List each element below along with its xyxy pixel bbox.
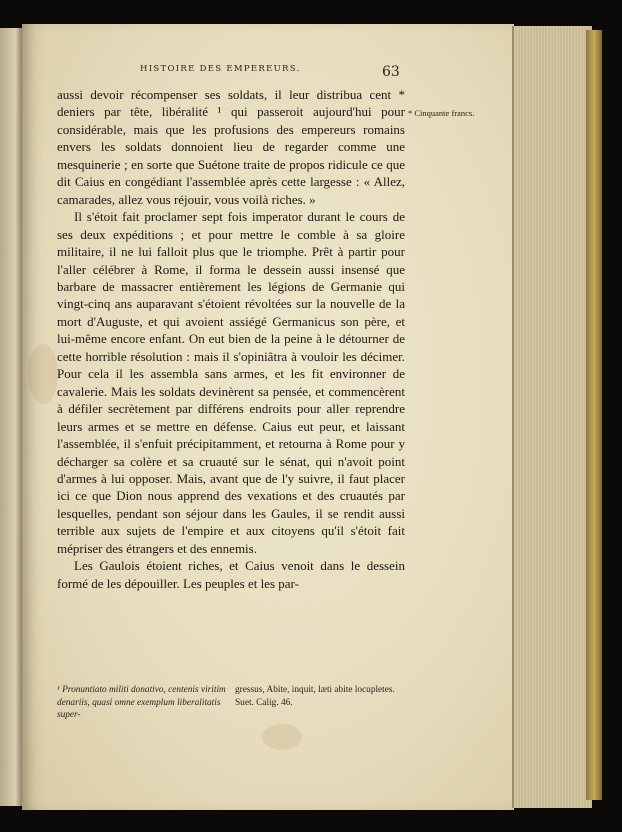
footnote-left: ¹ Pronuntiato militi donativo, centenis viritim denariis, quasi omne exemplum liberalitatis super-	[57, 685, 226, 721]
paragraph: Il s'étoit fait proclamer sept fois imperator durant le cours de ses deux expéditions ; et pour mettre le comble à sa gloire militaire, il ne lui falloit plus que le triomphe. Prêt à partir pour l'aller célébrer à Rome, il forma le dessein aussi insensé que barbare de massacrer entièrement les légions de Germanie qui vingt-cinq ans auparavant s'étoient révoltées sur la nouvelle de la mort d'Auguste, et qui avoient assiégé Germanicus son père, et lui-même encore enfant. On eut bien de la peine à le détourner de cette horrible résolution : mais il s'opiniâtra à vouloir les décimer. Pour cela il les assembla sans armes, et les fit environner de cavalerie. Mais les soldats devinèrent sa pensée, et commencèrent à défiler secrètement par différens endroits pour aller reprendre leurs armes et se mettre en défense. Caius eut peur, et laissant l'assemblée, il s'enfuit précipitamment, et retourna à Rome pour y décharger sa colère et sa cruauté sur le sénat, qui n'avoit point d'armes à lui opposer. Mais, avant que de l'y suivre, il faut placer ici ce que Dion nous apprend des vexations et des cruautés par lesquelles, pendant son séjour dans les Gaules, il se rendit aussi terrible aux sujets de l'empire et aux citoyens qu'il s'étoit fait mépriser des étrangers et des ennemis.	[57, 209, 405, 556]
page-block-edges	[512, 26, 592, 808]
paper-stain	[262, 724, 302, 750]
previous-page-edge	[0, 28, 22, 806]
running-title: HISTOIRE DES EMPEREURS.	[140, 64, 301, 74]
paper-stain	[28, 344, 58, 404]
paragraph: Les Gaulois étoient riches, et Caius venoit dans le dessein formé de les dépouiller. Les peuples et les par-	[57, 558, 405, 591]
body-text	[57, 86, 405, 592]
margin-note: * Cinquante francs.	[408, 108, 475, 118]
page-number: 63	[382, 64, 400, 80]
paragraph: aussi devoir récompenser ses soldats, il leur distribua cent * deniers par tête, libéralité ¹ qui passeroit aujourd'hui pour considérable, mais que les profusions des empereurs romains envers les soldats donnoient lieu de regarder comme une mesquinerie ; en sorte que Suétone traite de propos ridicule ce que dit Caius en congédiant l'assemblée après cette largesse : « Allez, camarades, allez vous réjouir, vous voilà riches. »	[57, 87, 405, 207]
footnote-right: gressus, Abite, inquit, læti abite locupletes. Suet. Calig. 46.	[235, 685, 395, 708]
footnotes	[57, 684, 405, 722]
book-cover-edge	[586, 30, 602, 800]
